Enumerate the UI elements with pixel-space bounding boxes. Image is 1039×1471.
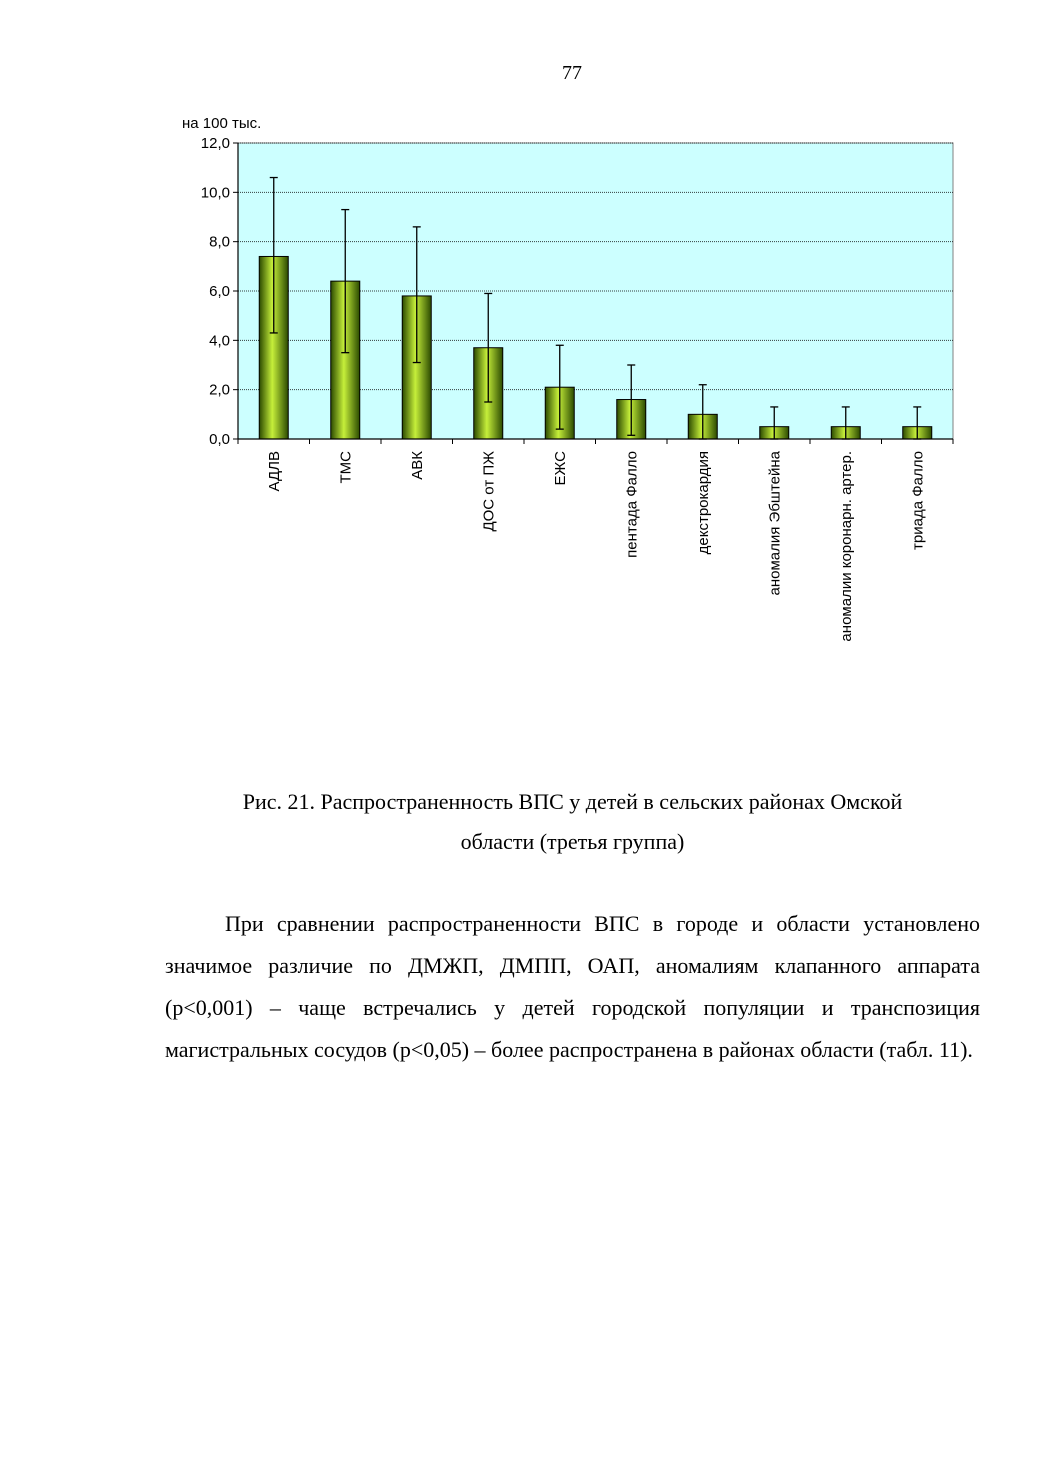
body-paragraph: При сравнении распространенности ВПС в городе и области установлено значимое различие по ДМЖП, ДМПП, ОАП, аномалиям клапанного аппарата (p<0,001) – чаще встречались у детей городской популяции и транспозиция магистральных сосудов (p<0,05) – более распространена в районах области (табл. 11).	[165, 911, 980, 1062]
x-tick-label: ЕЖС	[551, 451, 569, 486]
bar-chart	[0, 0, 1039, 700]
y-tick-label: 12,0	[200, 135, 230, 152]
x-tick-label: триада Фалло	[909, 451, 927, 550]
figure-caption	[165, 782, 980, 862]
x-tick-label: ДОС от ПЖ	[480, 451, 498, 532]
y-axis-ticks	[201, 135, 238, 448]
caption-line-2: области (третья группа)	[460, 829, 685, 854]
x-tick-label: ТМС	[337, 451, 355, 484]
x-tick-label: АДЛВ	[265, 451, 283, 492]
x-tick-label: аномалия Эбштейна	[766, 451, 784, 596]
x-tick-label: аномалии коронарн. артер.	[837, 451, 855, 642]
y-tick-label: 10,0	[200, 184, 230, 202]
x-axis-ticks	[238, 439, 953, 642]
page-number: 77	[562, 62, 582, 84]
x-tick-label: АВК	[408, 451, 426, 480]
y-axis-title: на 100 тыс.	[182, 115, 262, 132]
y-tick-label: 2,0	[209, 381, 230, 399]
y-tick-label: 0,0	[209, 431, 230, 448]
y-tick-label: 6,0	[209, 283, 230, 300]
caption-line-1: Рис. 21. Распространенность ВПС у детей в сельских районах Омской	[242, 789, 903, 814]
x-tick-label: пентада Фалло	[623, 451, 641, 558]
y-tick-label: 8,0	[209, 233, 230, 251]
y-tick-label: 4,0	[209, 332, 230, 350]
x-tick-label: декстрокардия	[694, 451, 712, 555]
